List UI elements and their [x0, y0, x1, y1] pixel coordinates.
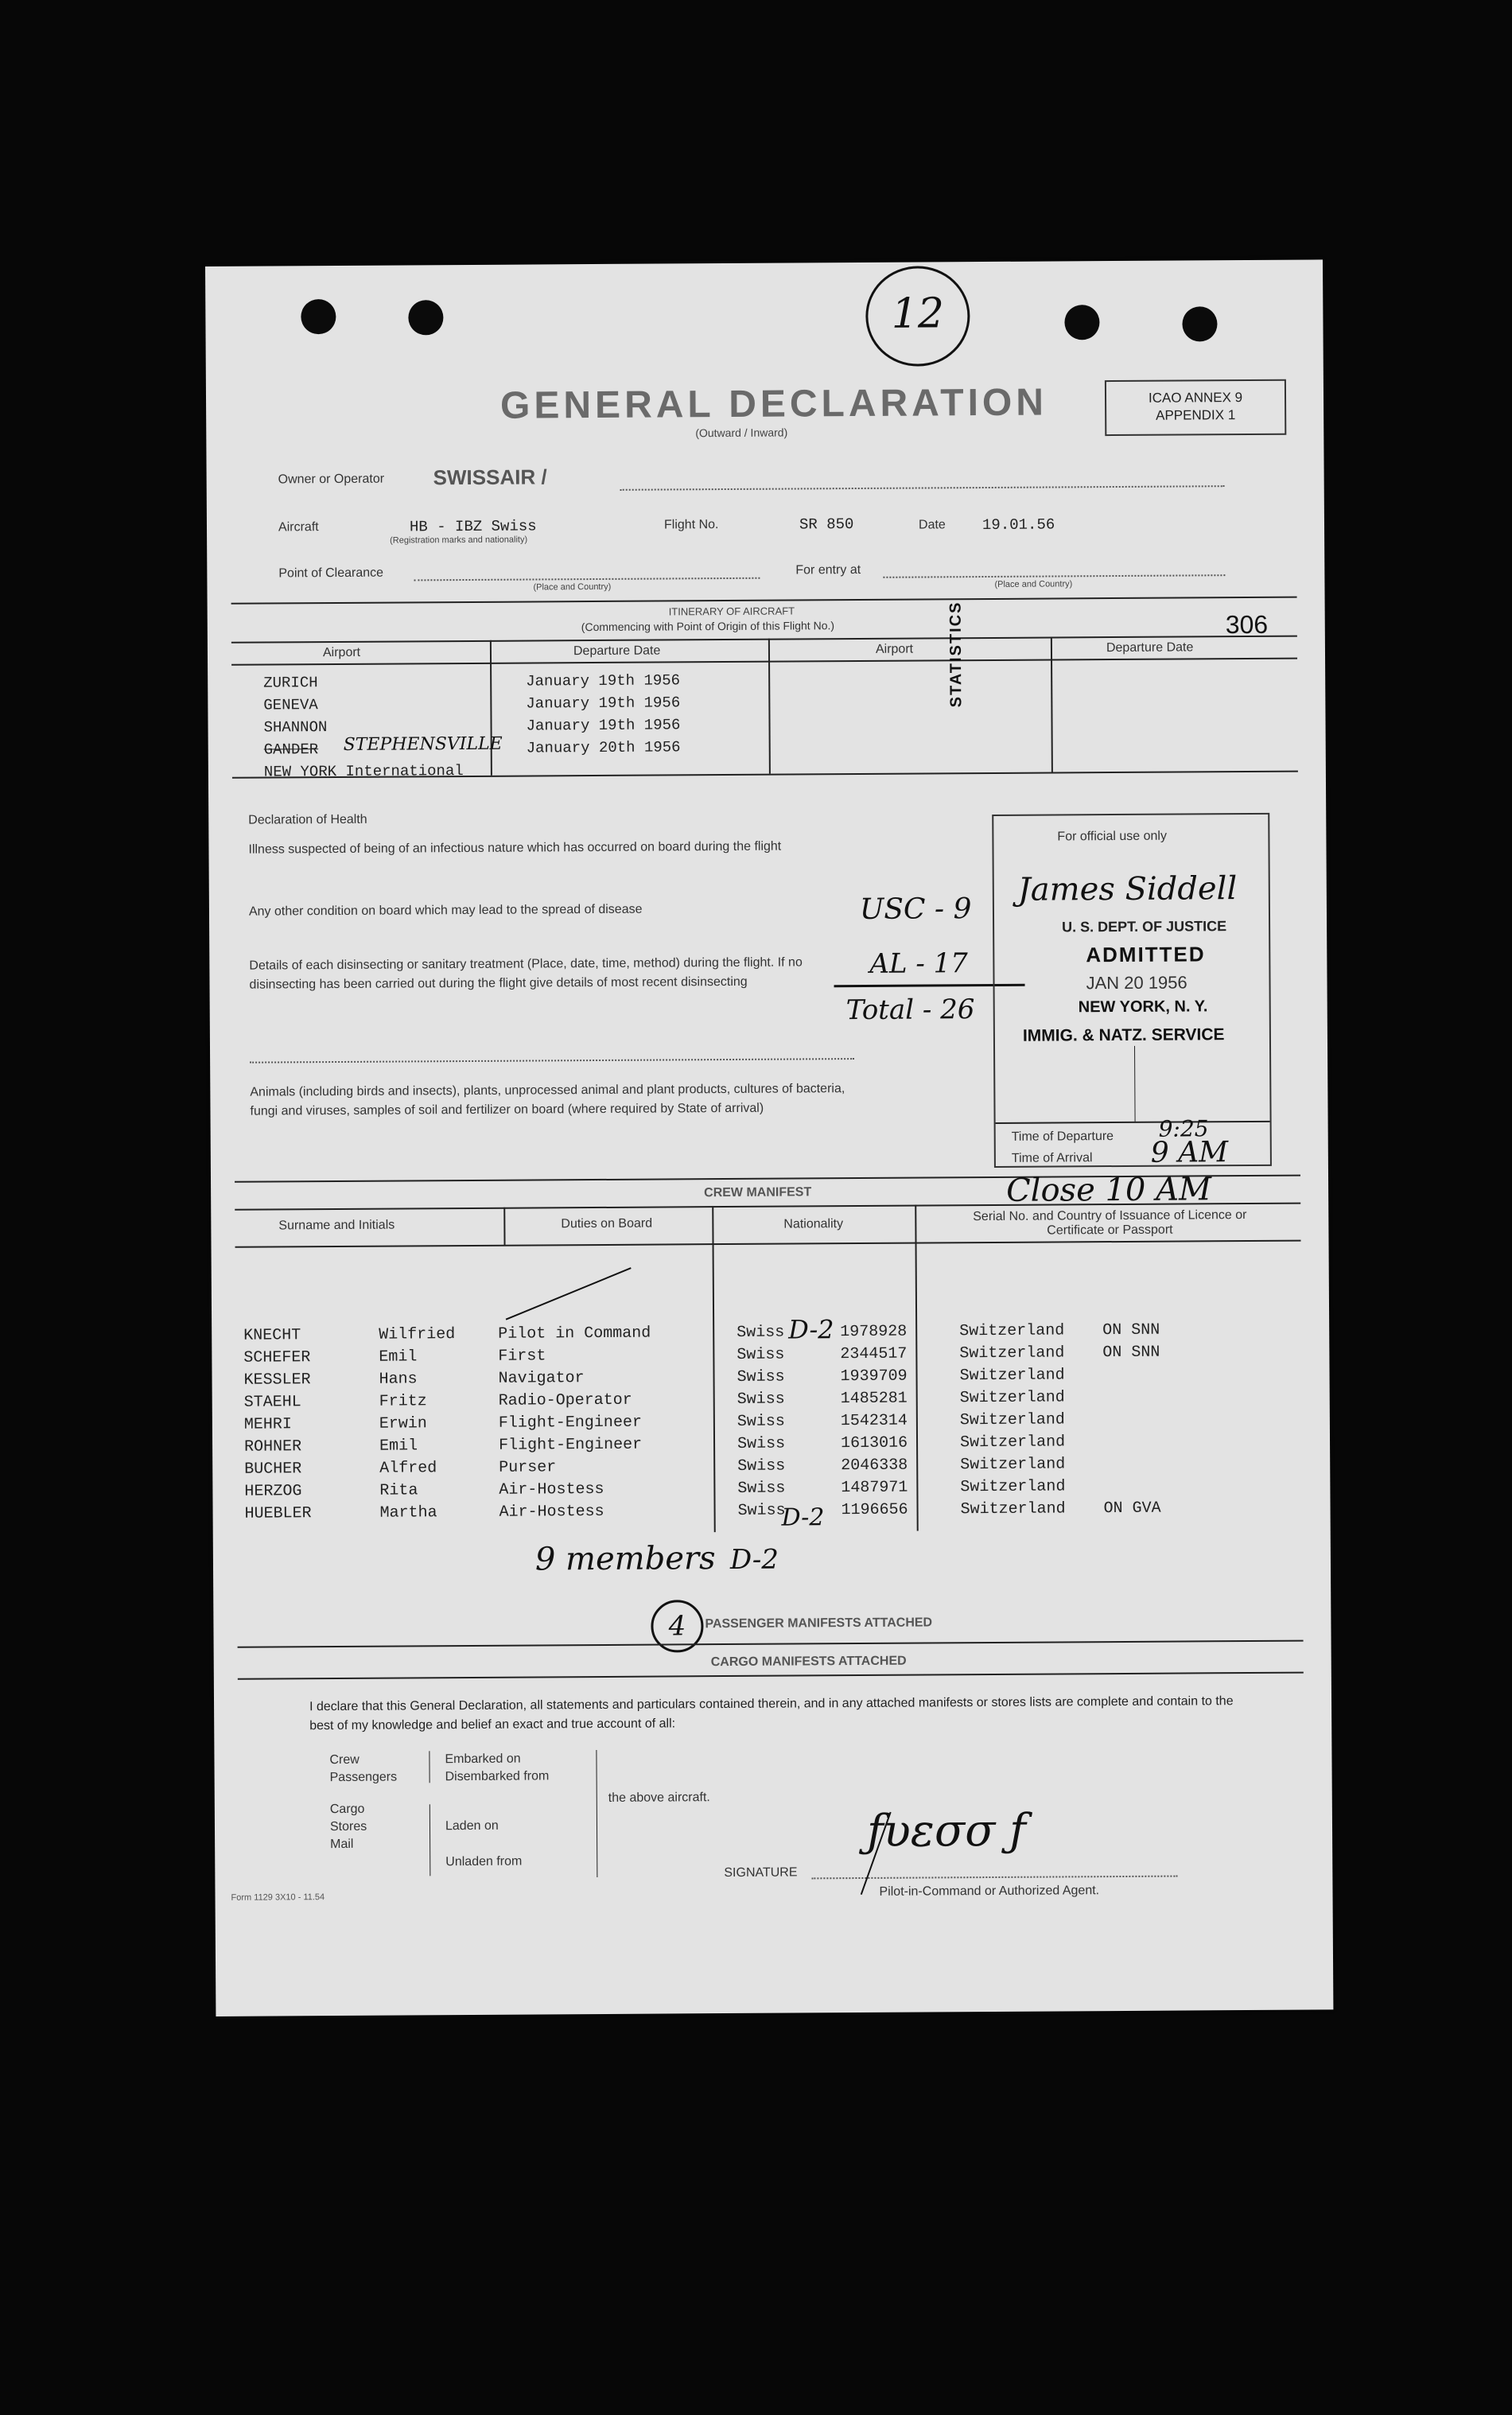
stamp-dept: U. S. DEPT. OF JUSTICE	[1062, 918, 1227, 935]
disembarked-word: Disembarked from	[445, 1769, 550, 1784]
circled-count: 4	[651, 1600, 703, 1652]
health-q4: Animals (including birds and insects), plants, unprocessed animal and plant products, cultures of bacteria, fungi and viruses, samples of soil and fertilizer on board (where required by State of arrival)	[250, 1082, 845, 1118]
signature-label: SIGNATURE	[724, 1865, 798, 1880]
crew-country: Switzerland	[960, 1476, 1066, 1496]
crew-note	[1102, 1363, 1166, 1386]
cargo-manifests: CARGO MANIFESTS ATTACHED	[710, 1654, 907, 1670]
crew-serial: 1613016	[840, 1433, 908, 1452]
col-airport: Airport	[322, 645, 361, 660]
bracket	[430, 1804, 431, 1876]
crew-passengers-block	[329, 1752, 397, 1787]
crew-first: Martha	[379, 1503, 437, 1522]
cargo-word: Cargo	[329, 1802, 365, 1817]
crew-duty: Air-Hostess	[499, 1480, 604, 1499]
flight-value: SR 850	[799, 515, 854, 534]
crew-col-rule	[503, 1208, 505, 1246]
arrival-value: 9 AM	[1150, 1136, 1229, 1169]
col-serial: Serial No. and Country of Issuance of Licence or Certificate or Passport	[973, 1208, 1247, 1238]
stamp-rule	[1134, 1046, 1136, 1122]
form-number: Form 1129 3X10 - 11.54	[231, 1892, 325, 1903]
crew-serial: 1487971	[841, 1478, 908, 1497]
bracket	[429, 1751, 430, 1783]
crew-first: Rita	[379, 1480, 418, 1500]
form-subtitle: (Outward / Inward)	[695, 426, 788, 440]
crew-country: Switzerland	[959, 1387, 1065, 1407]
col-departure: Departure Date	[573, 644, 661, 659]
crew-serial: 1196656	[841, 1500, 908, 1519]
col-nationality: Nationality	[783, 1217, 844, 1231]
itinerary-date: January 20th 1956	[526, 738, 681, 757]
health-q2: Any other condition on board which may lead to the spread of disease	[248, 902, 643, 919]
crew-surname: KESSLER	[243, 1370, 311, 1390]
hand-total: Total - 26	[845, 994, 975, 1027]
crew-table	[243, 1319, 1168, 1525]
laden-word: Laden on	[445, 1818, 499, 1834]
crew-first: Hans	[379, 1369, 418, 1389]
itinerary-subheading: (Commencing with Point of Origin of this Flight No.)	[581, 619, 835, 634]
crew-duty: Radio-Operator	[498, 1390, 632, 1410]
form-title: GENERAL DECLARATION	[499, 381, 1048, 427]
circled-number: 12	[865, 266, 970, 367]
crew-note	[1103, 1386, 1167, 1408]
hand-usc: USC - 9	[859, 892, 972, 926]
itinerary-col-rule	[1051, 637, 1053, 772]
col-surname: Surname and Initials	[278, 1218, 395, 1233]
itinerary-col-rule	[768, 639, 771, 774]
stamp-rule	[996, 1121, 1270, 1124]
crew-first: Emil	[379, 1347, 418, 1367]
crew-note	[1103, 1452, 1167, 1475]
icao-annex-box	[1105, 379, 1286, 436]
crew-nat: Swiss	[737, 1434, 786, 1453]
crew-surname: KNECHT	[243, 1325, 301, 1345]
itinerary-date: January 19th 1956	[526, 716, 681, 735]
bracket	[596, 1750, 597, 1877]
crew-duty: Air-Hostess	[499, 1502, 604, 1522]
crew-duty: Navigator	[498, 1368, 585, 1388]
hand-al: AL - 17	[869, 947, 968, 980]
crew-surname: HERZOG	[244, 1481, 302, 1501]
crew-surname: ROHNER	[243, 1437, 302, 1456]
crew-duty: First	[498, 1346, 546, 1366]
close-note: Close 10 AM	[1005, 1171, 1212, 1209]
crew-first: Wilfried	[379, 1324, 456, 1344]
itinerary-header-rule	[231, 658, 1297, 666]
crew-first: Erwin	[379, 1414, 427, 1433]
above-aircraft: the above aircraft.	[608, 1791, 710, 1805]
crew-duty: Pilot in Command	[498, 1324, 651, 1344]
itinerary-heading: ITINERARY OF AIRCRAFT	[668, 605, 795, 618]
pilot-signature-mark: ƒυεσσ ƒ	[866, 1804, 1027, 1857]
crew-note: ON SNN	[1102, 1320, 1160, 1340]
crew-duty: Flight-Engineer	[498, 1413, 642, 1433]
divider	[238, 1672, 1304, 1680]
crew-serial: 1485281	[840, 1389, 908, 1408]
crew-note	[1103, 1430, 1167, 1452]
official-heading: For official use only	[1057, 829, 1167, 844]
officer-signature: James Siddell	[1017, 870, 1238, 908]
date-value: 19.01.56	[981, 515, 1055, 535]
crew-duty: Purser	[499, 1457, 557, 1477]
owner-line	[620, 485, 1225, 491]
itinerary-airport: GENEVA	[263, 696, 318, 714]
mail-word: Mail	[330, 1837, 354, 1852]
handwritten-correction: STEPHENSVILLE	[343, 733, 503, 755]
crew-country: Switzerland	[959, 1320, 1065, 1340]
aircraft-value: HB - IBZ Swiss	[409, 517, 537, 536]
crew-surname: HUEBLER	[244, 1503, 312, 1523]
crew-country: Switzerland	[960, 1499, 1066, 1519]
cargo-block	[330, 1801, 367, 1853]
health-q1: Illness suspected of being of an infectious nature which has occurred on board during the flight	[248, 839, 782, 857]
crew-surname: SCHEFER	[243, 1348, 311, 1367]
crew-nat: Swiss	[737, 1412, 785, 1431]
embarked-word: Embarked on	[445, 1752, 521, 1767]
crew-nat: Swiss	[737, 1345, 785, 1364]
itinerary-airport: NEW YORK International	[263, 762, 464, 781]
divider	[238, 1640, 1304, 1648]
owner-label: Owner or Operator	[278, 472, 385, 487]
strike-mark	[506, 1267, 632, 1320]
itinerary-airports	[263, 671, 464, 784]
crew-word: Crew	[329, 1752, 360, 1768]
stores-word: Stores	[329, 1819, 367, 1834]
punch-hole	[408, 300, 443, 335]
laden-block	[445, 1808, 523, 1880]
punch-hole	[1182, 306, 1217, 341]
stamp-service: IMMIG. & NATZ. SERVICE	[1022, 1025, 1225, 1045]
passenger-manifests: PASSENGER MANIFESTS ATTACHED	[705, 1616, 933, 1631]
punch-hole	[301, 299, 336, 334]
hand-d2: D-2	[781, 1503, 825, 1532]
aircraft-caption: (Registration marks and nationality)	[390, 535, 528, 546]
page-number: 306	[1225, 609, 1269, 640]
aircraft-label: Aircraft	[278, 520, 319, 535]
crew-note: ON SNN	[1102, 1343, 1160, 1362]
crew-surname: MEHRI	[243, 1414, 292, 1434]
hand-d2: D-2	[729, 1543, 779, 1576]
crew-nat: Swiss	[737, 1456, 786, 1476]
declaration-form	[205, 259, 1333, 2016]
entry-line	[883, 574, 1225, 578]
crew-header-rule	[235, 1240, 1301, 1248]
owner-value: SWISSAIR /	[433, 465, 547, 490]
itinerary-airport: ZURICH	[263, 674, 318, 692]
signature-caption: Pilot-in-Command or Authorized Agent.	[879, 1884, 1100, 1899]
crew-serial: 1978928	[840, 1322, 908, 1341]
divider	[231, 597, 1297, 605]
passengers-word: Passengers	[329, 1770, 398, 1785]
crew-surname: BUCHER	[244, 1459, 302, 1479]
crew-note: ON GVA	[1103, 1499, 1161, 1518]
clearance-line	[414, 578, 760, 581]
crew-surname: STAEHL	[243, 1392, 301, 1412]
crew-nat: Swiss	[737, 1367, 785, 1386]
crew-serial: 1939709	[840, 1367, 908, 1386]
col-airport-2: Airport	[875, 642, 914, 656]
crew-first: Alfred	[379, 1458, 437, 1478]
itinerary-col-rule	[490, 640, 492, 776]
hand-d2: D-2	[788, 1314, 834, 1345]
crew-country: Switzerland	[959, 1410, 1065, 1429]
hand-members: 9 members	[534, 1540, 716, 1578]
health-q3: Details of each disinsecting or sanitary treatment (Place, date, time, method) during the flight. If no disinsecting has been carried out during the flight give details of most recent disinsecting	[249, 955, 803, 992]
statistics-stamp: STATISTICS	[946, 601, 966, 708]
departure-value: 9:25	[1158, 1115, 1209, 1142]
health-heading: Declaration of Health	[248, 812, 367, 827]
col-departure-2: Departure Date	[1106, 640, 1194, 655]
crew-nat: Swiss	[737, 1323, 785, 1342]
crew-duty: Flight-Engineer	[498, 1435, 643, 1455]
place-caption: (Place and Country)	[533, 581, 612, 593]
itinerary-date: January 19th 1956	[526, 671, 681, 690]
crew-serial: 2344517	[840, 1344, 908, 1363]
crew-nat: Swiss	[737, 1390, 785, 1409]
punch-hole	[1064, 305, 1099, 340]
clearance-label: Point of Clearance	[278, 566, 384, 581]
health-line	[250, 1058, 854, 1064]
official-use-box	[992, 813, 1272, 1168]
itinerary-date: January 19th 1956	[526, 694, 681, 713]
place-caption-2: (Place and Country)	[994, 579, 1073, 589]
crew-note	[1103, 1475, 1167, 1497]
crew-country: Switzerland	[960, 1454, 1066, 1474]
date-label: Date	[918, 518, 946, 532]
crew-nat: Swiss	[737, 1479, 786, 1498]
crew-first: Fritz	[379, 1391, 427, 1411]
crew-serial: 1542314	[840, 1411, 908, 1430]
crew-country: Switzerland	[959, 1343, 1065, 1363]
embark-block	[445, 1750, 549, 1786]
crew-serial: 2046338	[841, 1456, 908, 1475]
departure-label: Time of Departure	[1011, 1130, 1114, 1144]
entry-label: For entry at	[795, 562, 861, 578]
flight-label: Flight No.	[663, 518, 719, 532]
unladen-word: Unladen from	[445, 1854, 523, 1869]
crew-country: Switzerland	[959, 1432, 1066, 1452]
itinerary-airport: GANDER	[263, 741, 319, 759]
crew-note	[1103, 1408, 1167, 1430]
appendix-line: APPENDIX 1	[1156, 407, 1236, 423]
itinerary-airport: SHANNON	[263, 718, 328, 737]
crew-nat: Swiss	[737, 1501, 786, 1520]
crew-first: Emil	[379, 1436, 418, 1456]
declaration-text: I declare that this General Declaration, all statements and particulars contained therein, and in any attached manifests or stores lists are complete and contain to the best of my knowledge and belief an exact and true account of all:	[309, 1694, 1234, 1733]
crew-heading: CREW MANIFEST	[704, 1185, 812, 1200]
annex-line: ICAO ANNEX 9	[1148, 390, 1243, 406]
crew-row	[244, 1497, 1167, 1525]
arrival-label: Time of Arrival	[1011, 1151, 1093, 1165]
col-duties: Duties on Board	[561, 1216, 653, 1231]
itinerary-dates	[526, 669, 681, 759]
stamp-admitted: ADMITTED	[1086, 942, 1206, 967]
stamp-city: NEW YORK, N. Y.	[1078, 998, 1208, 1017]
crew-country: Switzerland	[959, 1365, 1065, 1385]
stamp-date: JAN 20 1956	[1086, 972, 1187, 994]
